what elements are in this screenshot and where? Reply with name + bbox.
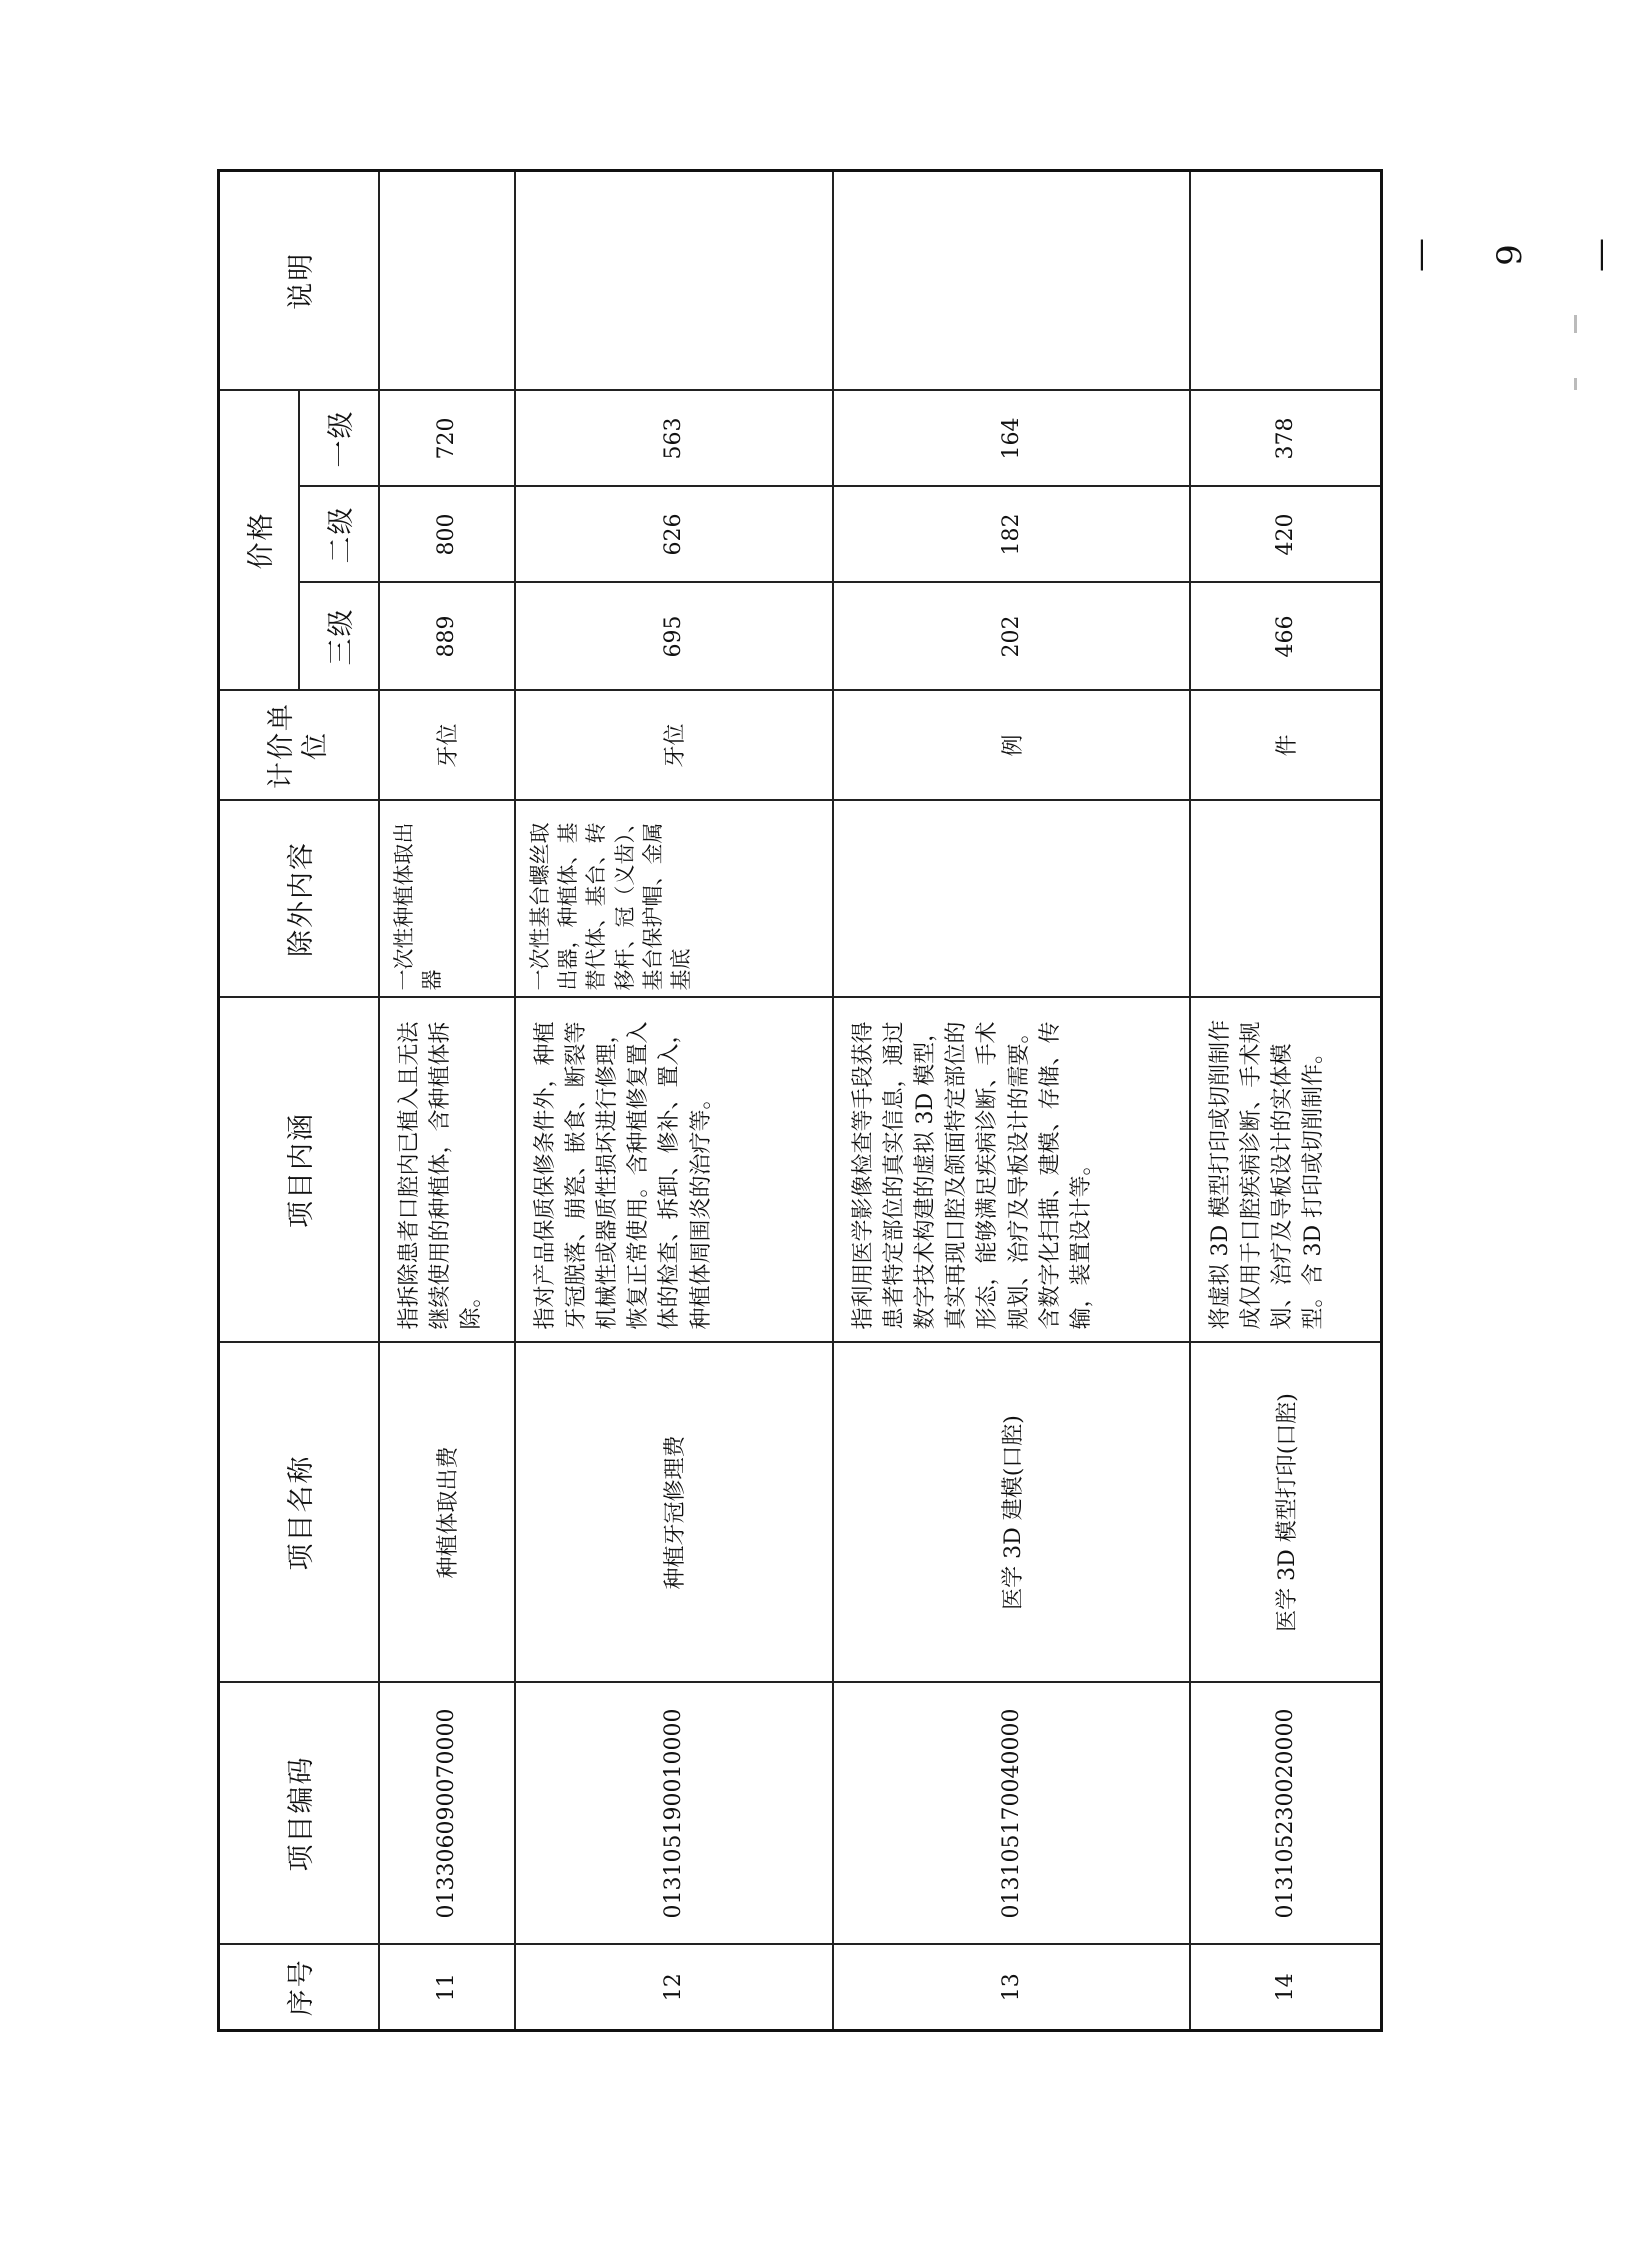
cell-remarks (379, 171, 515, 391)
cell-seq: 14 (1190, 1945, 1382, 2031)
cell-level2: 800 (379, 487, 515, 583)
cell-seq: 11 (379, 1945, 515, 2031)
cell-level3: 202 (833, 583, 1190, 691)
cell-seq: 13 (833, 1945, 1190, 2031)
cell-unit: 件 (1190, 691, 1382, 801)
header-price: 价格 (219, 391, 299, 691)
cell-level2: 420 (1190, 487, 1382, 583)
cell-seq: 12 (515, 1945, 833, 2031)
header-seq: 序号 (219, 1945, 379, 2031)
cell-level1: 378 (1190, 391, 1382, 487)
cell-code: 013306090070000 (379, 1683, 515, 1945)
cell-level2: 626 (515, 487, 833, 583)
header-row-1 (219, 171, 299, 2031)
cell-code: 013105230020000 (1190, 1683, 1382, 1945)
fee-schedule-table (217, 169, 1383, 2032)
cell-exclusions: 一次性基台螺丝取出器，种植体、基替代体、基台、转移杆、冠（义齿）、基台保护帽、金属基底 (515, 801, 833, 998)
header-level1: 一级 (299, 391, 379, 487)
cell-name: 种植牙冠修理费 (515, 1343, 833, 1683)
cell-level3: 466 (1190, 583, 1382, 691)
cell-name: 医学 3D 模型打印(口腔) (1190, 1343, 1382, 1683)
table-row (379, 171, 515, 2031)
table-row (833, 171, 1190, 2031)
header-level3: 三级 (299, 583, 379, 691)
table-row (1190, 171, 1382, 2031)
cell-unit: 牙位 (379, 691, 515, 801)
cell-unit: 例 (833, 691, 1190, 801)
cell-remarks (515, 171, 833, 391)
header-exclusions: 除外内容 (219, 801, 379, 998)
cell-level1: 563 (515, 391, 833, 487)
header-level2: 二级 (299, 487, 379, 583)
cell-code: 013105170040000 (833, 1683, 1190, 1945)
rotated-page-content (217, 172, 1337, 2032)
header-name: 项目名称 (219, 1343, 379, 1683)
header-unit: 计价单位 (219, 691, 379, 801)
cell-exclusions (833, 801, 1190, 998)
cell-code: 013105190010000 (515, 1683, 833, 1945)
cell-level1: 164 (833, 391, 1190, 487)
cell-content: 指对产品保质保修条件外，种植牙冠脱落、崩瓷、嵌食、断裂等机械性或器质性损坏进行修理，恢复正常使用。含种植修复置入体的检查、拆卸、修补、置入，种植体周围炎的治疗等。 (515, 998, 833, 1343)
cell-content: 指利用医学影像检查等手段获得患者特定部位的真实信息，通过数字技术构建的虚拟 3D 模型，真实再现口腔及颌面特定部位的形态，能够满足疾病诊断、手术规划、治疗及导板设计的需要。含数字化扫描、建模、存储、传输，装置设计等。 (833, 998, 1190, 1343)
cell-name: 医学 3D 建模(口腔) (833, 1343, 1190, 1683)
header-code: 项目编码 (219, 1683, 379, 1945)
cell-remarks (833, 171, 1190, 391)
cell-exclusions: 一次性种植体取出器 (379, 801, 515, 998)
cell-level1: 720 (379, 391, 515, 487)
table-row (515, 171, 833, 2031)
cell-remarks (1190, 171, 1382, 391)
cell-level3: 889 (379, 583, 515, 691)
scan-mark (1574, 378, 1577, 390)
page-number: — 9 — (1400, 228, 1620, 272)
cell-name: 种植体取出费 (379, 1343, 515, 1683)
header-content: 项目内涵 (219, 998, 379, 1343)
cell-content: 指拆除患者口腔内已植入且无法继续使用的种植体，含种植体拆除。 (379, 998, 515, 1343)
header-remarks: 说明 (219, 171, 379, 391)
cell-unit: 牙位 (515, 691, 833, 801)
cell-level2: 182 (833, 487, 1190, 583)
scan-mark (1574, 315, 1577, 333)
cell-level3: 695 (515, 583, 833, 691)
cell-exclusions (1190, 801, 1382, 998)
cell-content: 将虚拟 3D 模型打印或切削制作成仅用于口腔疾病诊断、手术规划、治疗及导板设计的实体模型。含 3D 打印或切削制作。 (1190, 998, 1382, 1343)
